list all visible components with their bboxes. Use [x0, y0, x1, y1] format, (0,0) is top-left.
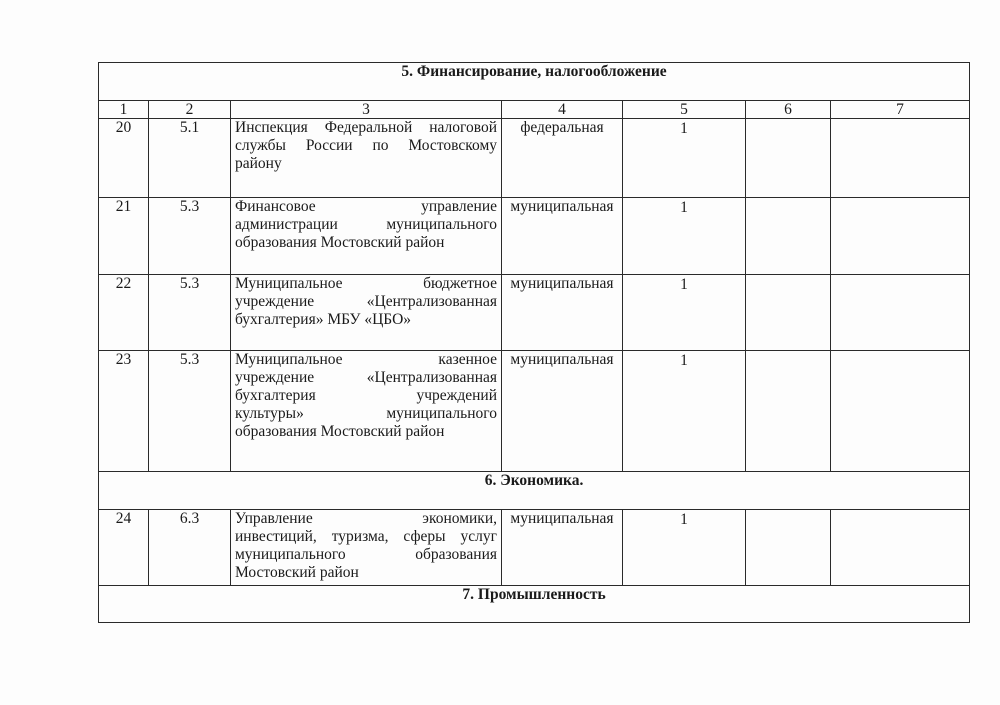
organization-name	[231, 351, 502, 472]
ownership-type: муниципальная	[502, 275, 623, 351]
name-line: Мостовский район	[235, 564, 359, 581]
section-row	[99, 63, 970, 101]
name-line: бухгалтерия» МБУ «ЦБО»	[235, 311, 412, 328]
column-header: 2	[149, 101, 231, 119]
table-row	[99, 275, 970, 351]
count-cell: 1	[623, 198, 746, 275]
row-number: 21	[99, 198, 149, 275]
row-number: 22	[99, 275, 149, 351]
empty-cell	[831, 275, 970, 351]
name-line: учреждение «Централизованная	[235, 369, 497, 386]
count-cell: 1	[623, 510, 746, 586]
row-number: 23	[99, 351, 149, 472]
organization-name	[231, 198, 502, 275]
row-code: 5.3	[149, 351, 231, 472]
row-code: 5.3	[149, 275, 231, 351]
name-line: Управление экономики,	[235, 510, 497, 527]
name-line: бухгалтерия учреждений	[235, 387, 497, 404]
count-cell: 1	[623, 275, 746, 351]
table-row	[99, 198, 970, 275]
ownership-type: муниципальная	[502, 198, 623, 275]
empty-cell	[831, 510, 970, 586]
name-line: культуры» муниципального	[235, 405, 497, 422]
column-header: 6	[746, 101, 831, 119]
section-title: 5. Финансирование, налогообложение	[99, 63, 970, 101]
name-line: образования Мостовский район	[235, 234, 445, 251]
name-line: муниципального образования	[235, 546, 497, 563]
column-header: 4	[502, 101, 623, 119]
ownership-type: федеральная	[502, 119, 623, 198]
column-header-row	[99, 101, 970, 119]
name-line: Инспекция Федеральной налоговой	[235, 119, 497, 136]
row-number: 20	[99, 119, 149, 198]
section-title: 7. Промышленность	[99, 586, 970, 623]
name-line: администрации муниципального	[235, 216, 497, 233]
empty-cell	[746, 351, 831, 472]
table-row	[99, 510, 970, 586]
name-line: образования Мостовский район	[235, 423, 445, 440]
ownership-type: муниципальная	[502, 510, 623, 586]
empty-cell	[746, 510, 831, 586]
empty-cell	[831, 198, 970, 275]
organization-name	[231, 119, 502, 198]
count-cell: 1	[623, 119, 746, 198]
row-code: 5.1	[149, 119, 231, 198]
table-row	[99, 119, 970, 198]
empty-cell	[831, 351, 970, 472]
section-row	[99, 472, 970, 510]
name-line: учреждение «Централизованная	[235, 293, 497, 310]
row-number: 24	[99, 510, 149, 586]
empty-cell	[746, 119, 831, 198]
column-header: 5	[623, 101, 746, 119]
name-line: району	[235, 155, 282, 172]
organization-name	[231, 275, 502, 351]
organization-name	[231, 510, 502, 586]
empty-cell	[746, 198, 831, 275]
name-line: Муниципальное казенное	[235, 351, 497, 368]
column-header: 3	[231, 101, 502, 119]
row-code: 5.3	[149, 198, 231, 275]
count-cell: 1	[623, 351, 746, 472]
name-line: службы России по Мостовскому	[235, 137, 497, 154]
column-header: 7	[831, 101, 970, 119]
name-line: инвестиций, туризма, сферы услуг	[235, 528, 497, 545]
ownership-type: муниципальная	[502, 351, 623, 472]
empty-cell	[831, 119, 970, 198]
section-title: 6. Экономика.	[99, 472, 970, 510]
table-row	[99, 351, 970, 472]
section-row	[99, 586, 970, 623]
column-header: 1	[99, 101, 149, 119]
organizations-table	[98, 62, 970, 623]
name-line: Муниципальное бюджетное	[235, 275, 497, 292]
empty-cell	[746, 275, 831, 351]
name-line: Финансовое управление	[235, 198, 497, 215]
row-code: 6.3	[149, 510, 231, 586]
